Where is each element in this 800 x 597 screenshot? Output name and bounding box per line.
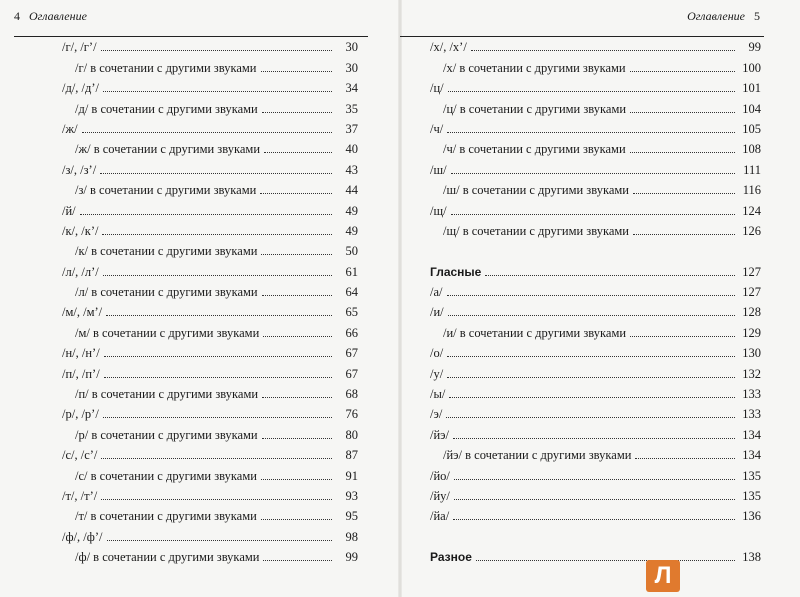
toc-entry-label: /т/, /т’/ [62, 488, 98, 503]
toc-leader-dots [447, 355, 735, 357]
toc-leader-dots [103, 416, 332, 418]
toc-entry-label: /ш/ в сочетании с другими звуками [443, 183, 629, 198]
toc-entry-label: /щ/ в сочетании с другими звуками [443, 223, 629, 238]
toc-entry-page: 67 [345, 346, 358, 361]
toc-entry[interactable] [430, 340, 761, 360]
toc-entry-label: /а/ [430, 285, 443, 300]
toc-entry[interactable] [430, 34, 761, 54]
toc-subentry[interactable] [62, 319, 358, 339]
toc-leader-dots [630, 151, 735, 153]
toc-leader-dots [102, 233, 332, 235]
toc-entry-page: 135 [742, 468, 761, 483]
toc-entry-page: 44 [345, 183, 358, 198]
toc-entry[interactable] [62, 299, 358, 319]
toc-leader-dots [451, 213, 735, 215]
toc-leader-dots [446, 416, 735, 418]
toc-entry-label: /ф/, /ф’/ [62, 529, 103, 544]
toc-entry-label: /г/, /г’/ [62, 40, 97, 55]
toc-entry-page: 66 [345, 325, 358, 340]
toc-entry-page: 116 [742, 183, 761, 198]
toc-leader-dots [630, 111, 735, 113]
toc-leader-dots [261, 518, 332, 520]
toc-entry[interactable] [430, 299, 761, 319]
toc-entry-page: 99 [748, 40, 761, 55]
toc-entry[interactable] [62, 218, 358, 238]
toc-entry-page: 130 [742, 346, 761, 361]
toc-entry-page: 49 [345, 203, 358, 218]
toc-entry-label: Разное [430, 550, 472, 565]
toc-leader-dots [261, 70, 333, 72]
toc-leader-dots [451, 172, 735, 174]
toc-entry-label: /о/ [430, 346, 444, 361]
toc-entry-page: 126 [742, 223, 761, 238]
toc-entry[interactable] [62, 483, 358, 503]
toc-entry-label: /у/ [430, 366, 444, 381]
toc-subentry[interactable] [62, 54, 358, 74]
toc-leader-dots [630, 335, 735, 337]
toc-leader-dots [476, 559, 735, 561]
vowels-section [430, 279, 761, 524]
toc-entry-label: /и/ в сочетании с другими звуками [443, 325, 627, 340]
toc-entry-page: 91 [345, 468, 358, 483]
toc-leader-dots [454, 478, 735, 480]
toc-leader-dots [261, 253, 332, 255]
toc-entry-page: 104 [742, 101, 761, 116]
toc-entry[interactable] [62, 75, 358, 95]
toc-entry-label: /х/, /х’/ [430, 40, 467, 55]
toc-subentry[interactable] [430, 319, 761, 339]
toc-entry[interactable] [430, 156, 761, 176]
right-page-header [408, 9, 760, 24]
toc-leader-dots [104, 376, 332, 378]
toc-entry-label: /д/, /д’/ [62, 81, 100, 96]
toc-entry-page: 138 [742, 550, 761, 565]
toc-entry-label: /л/, /л’/ [62, 264, 99, 279]
toc-leader-dots [454, 498, 735, 500]
toc-entry-label: /йэ/ в сочетании с другими звуками [443, 448, 632, 463]
toc-entry-page: 68 [345, 387, 358, 402]
toc-leader-dots [447, 131, 735, 133]
toc-entry-page: 67 [345, 366, 358, 381]
toc-entry[interactable] [430, 503, 761, 523]
toc-leader-dots [453, 437, 735, 439]
toc-entry-label: /х/ в сочетании с другими звуками [443, 60, 626, 75]
toc-subentry[interactable] [62, 279, 358, 299]
toc-entry[interactable] [62, 360, 358, 380]
vowels-heading-entry[interactable] [430, 258, 761, 278]
toc-entry-label: /йэ/ [430, 427, 450, 442]
toc-entry-page: 132 [742, 366, 761, 381]
toc-entry-label: /м/, /м’/ [62, 305, 103, 320]
toc-leader-dots [471, 49, 735, 51]
left-toc-list [62, 34, 358, 564]
toc-leader-dots [103, 90, 332, 92]
toc-entry-page: 80 [345, 427, 358, 442]
toc-entry[interactable] [430, 401, 761, 421]
left-page-number: 4 [14, 9, 20, 23]
toc-entry-label: /ы/ [430, 387, 446, 402]
left-page-header [14, 9, 368, 24]
toc-entry-label: Гласные [430, 264, 482, 279]
toc-leader-dots [448, 314, 735, 316]
toc-entry-page: 105 [742, 121, 761, 136]
toc-entry[interactable] [62, 340, 358, 360]
toc-entry-label: /ш/ [430, 162, 447, 177]
toc-entry-label: /ж/ [62, 121, 78, 136]
toc-entry-label: /й/ [62, 203, 76, 218]
toc-entry-label: /ц/ в сочетании с другими звуками [443, 101, 627, 116]
toc-entry-page: 34 [345, 81, 358, 96]
toc-entry-label: /щ/ [430, 203, 447, 218]
toc-entry-page: 133 [742, 387, 761, 402]
toc-entry-page: 100 [742, 60, 761, 75]
toc-entry-label: /н/, /н’/ [62, 346, 100, 361]
toc-entry[interactable] [430, 381, 761, 401]
toc-entry-label: /с/ в сочетании с другими звуками [75, 468, 257, 483]
toc-entry-label: /л/ в сочетании с другими звуками [75, 285, 258, 300]
toc-entry-page: 30 [345, 60, 358, 75]
toc-leader-dots [100, 172, 332, 174]
toc-subentry[interactable] [62, 381, 358, 401]
toc-entry-label: /с/, /с’/ [62, 448, 98, 463]
toc-entry[interactable] [62, 401, 358, 421]
toc-entry-page: 40 [345, 142, 358, 157]
toc-leader-dots [263, 335, 332, 337]
toc-entry-label: /д/ в сочетании с другими звуками [75, 101, 258, 116]
section-gap [430, 238, 761, 258]
toc-leader-dots [453, 518, 735, 520]
toc-entry-page: 134 [742, 427, 761, 442]
toc-subentry[interactable] [62, 421, 358, 441]
toc-leader-dots [104, 355, 332, 357]
toc-entry-page: 124 [742, 203, 761, 218]
toc-entry[interactable] [62, 34, 358, 54]
toc-entry-page: 108 [742, 142, 761, 157]
toc-entry-page: 50 [345, 244, 358, 259]
right-page-number: 5 [754, 9, 760, 23]
toc-leader-dots [261, 478, 332, 480]
toc-entry-label: /йа/ [430, 509, 450, 524]
toc-leader-dots [485, 274, 735, 276]
toc-entry-label: /ч/ [430, 121, 444, 136]
toc-entry-page: 101 [742, 81, 761, 96]
toc-entry-page: 43 [345, 162, 358, 177]
toc-entry-page: 76 [345, 407, 358, 422]
toc-entry[interactable] [62, 442, 358, 462]
toc-leader-dots [82, 131, 332, 133]
toc-leader-dots [263, 559, 332, 561]
toc-entry-page: 98 [345, 529, 358, 544]
toc-subentry[interactable] [62, 544, 358, 564]
toc-leader-dots [262, 294, 332, 296]
toc-entry-page: 135 [742, 488, 761, 503]
toc-entry[interactable] [62, 197, 358, 217]
toc-leader-dots [107, 539, 332, 541]
section-gap [430, 523, 761, 543]
toc-entry[interactable] [430, 462, 761, 482]
toc-entry-label: /йо/ [430, 468, 450, 483]
toc-entry-page: 136 [742, 509, 761, 524]
toc-leader-dots [447, 294, 736, 296]
toc-entry-label: /ж/ в сочетании с другими звуками [75, 142, 261, 157]
toc-leader-dots [80, 213, 332, 215]
toc-leader-dots [101, 457, 332, 459]
toc-subentry[interactable] [430, 136, 761, 156]
toc-subentry[interactable] [430, 442, 761, 462]
toc-entry-label: /т/ в сочетании с другими звуками [75, 509, 257, 524]
toc-entry[interactable] [62, 116, 358, 136]
toc-entry-label: /йу/ [430, 488, 450, 503]
toc-entry-page: 87 [345, 448, 358, 463]
toc-entry[interactable] [430, 279, 761, 299]
toc-leader-dots [633, 192, 735, 194]
toc-entry-page: 93 [345, 488, 358, 503]
toc-entry-page: 64 [345, 285, 358, 300]
toc-leader-dots [264, 151, 332, 153]
toc-entry-page: 99 [345, 550, 358, 565]
toc-entry-page: 127 [742, 285, 761, 300]
toc-subentry[interactable] [430, 95, 761, 115]
toc-entry[interactable] [430, 483, 761, 503]
toc-leader-dots [262, 437, 332, 439]
toc-leader-dots [448, 90, 735, 92]
toc-entry-page: 133 [742, 407, 761, 422]
toc-entry-label: /г/ в сочетании с другими звуками [75, 60, 257, 75]
toc-leader-dots [635, 457, 735, 459]
toc-subentry[interactable] [62, 95, 358, 115]
toc-leader-dots [262, 111, 332, 113]
toc-entry-label: /к/, /к’/ [62, 223, 99, 238]
toc-entry-page: 134 [742, 448, 761, 463]
toc-entry-page: 65 [345, 305, 358, 320]
toc-leader-dots [630, 70, 735, 72]
right-toc-list [430, 34, 761, 564]
toc-entry-page: 129 [742, 325, 761, 340]
toc-entry-page: 95 [345, 509, 358, 524]
misc-heading-entry[interactable] [430, 544, 761, 564]
toc-entry-label: /з/ в сочетании с другими звуками [75, 183, 257, 198]
toc-entry-label: /з/, /з’/ [62, 162, 97, 177]
toc-leader-dots [106, 314, 332, 316]
toc-leader-dots [103, 274, 332, 276]
toc-entry-page: 127 [742, 264, 761, 279]
consonants-tail-section [430, 34, 761, 238]
toc-entry[interactable] [430, 197, 761, 217]
toc-entry-label: /м/ в сочетании с другими звуками [75, 325, 260, 340]
right-page [400, 0, 800, 597]
toc-entry-label: /п/ в сочетании с другими звуками [75, 387, 259, 402]
toc-entry-label: /р/ в сочетании с другими звуками [75, 427, 258, 442]
toc-entry-page: 61 [345, 264, 358, 279]
toc-entry-label: /ц/ [430, 81, 444, 96]
toc-subentry[interactable] [62, 462, 358, 482]
toc-entry-page: 128 [742, 305, 761, 320]
toc-entry-page: 37 [345, 121, 358, 136]
toc-subentry[interactable] [62, 177, 358, 197]
toc-entry[interactable] [62, 258, 358, 278]
toc-leader-dots [101, 498, 332, 500]
toc-entry-label: /э/ [430, 407, 443, 422]
toc-entry[interactable] [430, 360, 761, 380]
toc-subentry[interactable] [62, 136, 358, 156]
toc-entry-page: 111 [743, 162, 761, 177]
toc-entry[interactable] [62, 523, 358, 543]
toc-subentry[interactable] [430, 177, 761, 197]
toc-entry-page: 49 [345, 223, 358, 238]
right-running-title: Оглавление [687, 9, 745, 23]
toc-subentry[interactable] [62, 238, 358, 258]
toc-entry-label: /п/, /п’/ [62, 366, 100, 381]
toc-entry-label: /ч/ в сочетании с другими звуками [443, 142, 626, 157]
toc-entry[interactable] [430, 116, 761, 136]
logo-letter: Л [654, 562, 672, 589]
toc-subentry[interactable] [430, 218, 761, 238]
toc-leader-dots [101, 49, 332, 51]
toc-entry[interactable] [62, 156, 358, 176]
toc-subentry[interactable] [62, 503, 358, 523]
publisher-logo [646, 560, 680, 592]
toc-entry[interactable] [430, 75, 761, 95]
toc-entry-label: /ф/ в сочетании с другими звуками [75, 550, 260, 565]
toc-leader-dots [262, 396, 332, 398]
toc-leader-dots [447, 376, 735, 378]
toc-leader-dots [260, 192, 332, 194]
toc-entry-label: /к/ в сочетании с другими звуками [75, 244, 258, 259]
toc-entry-label: /и/ [430, 305, 444, 320]
toc-leader-dots [449, 396, 735, 398]
toc-entry-label: /р/, /р’/ [62, 407, 99, 422]
toc-leader-dots [633, 233, 735, 235]
left-running-title: Оглавление [29, 9, 87, 23]
toc-entry[interactable] [430, 421, 761, 441]
toc-entry-page: 30 [345, 40, 358, 55]
toc-entry-page: 35 [345, 101, 358, 116]
toc-subentry[interactable] [430, 54, 761, 74]
